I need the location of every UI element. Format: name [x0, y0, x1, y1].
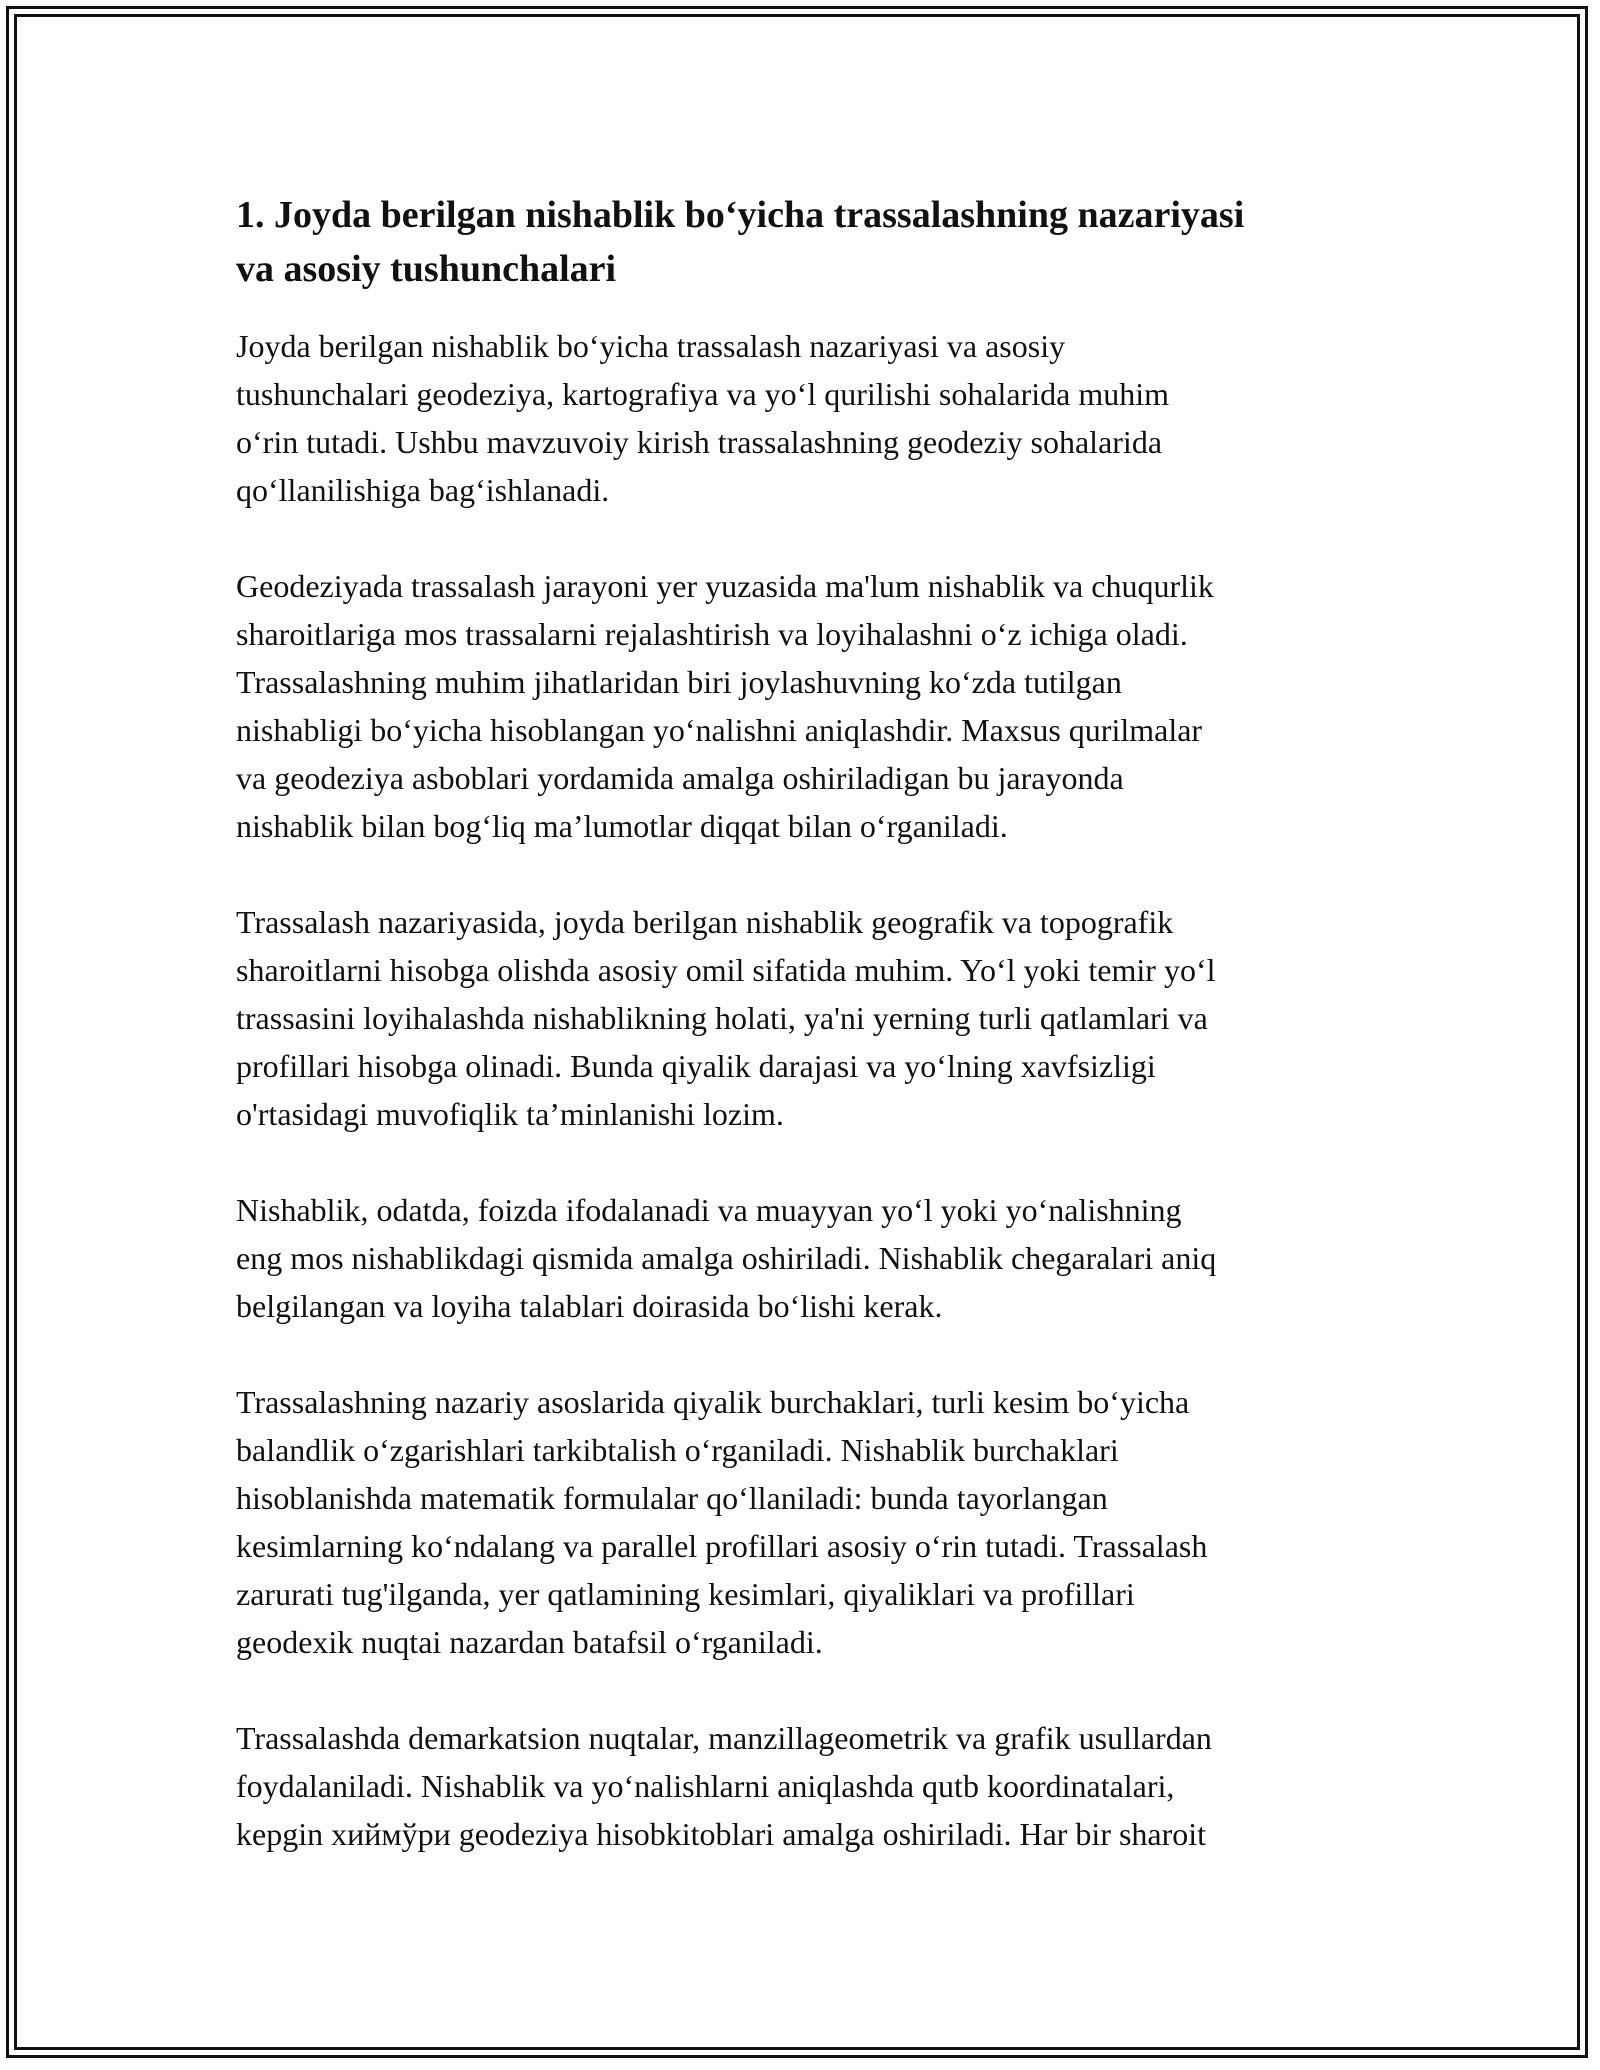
- text-line: kesimlarning koʻndalang va parallel profillari asosiy oʻrin tutadi. Trassalash: [236, 1528, 1208, 1564]
- paragraph-intro: [236, 322, 1376, 514]
- text-line: tushunchalari geodeziya, kartografiya va yoʻl qurilishi sohalarida muhim: [236, 376, 1170, 412]
- paragraph-theory: [236, 898, 1376, 1138]
- text-line: oʻrin tutadi. Ushbu mavzuvoiy kirish trassalashning geodeziy sohalarida: [236, 424, 1163, 460]
- heading-line: va asosiy tushunchalari: [236, 248, 617, 290]
- text-line: balandlik oʻzgarishlari tarkibtalish oʻrganiladi. Nishablik burchaklari: [236, 1432, 1119, 1468]
- paragraph-methods: [236, 1714, 1376, 1858]
- text-line: geodexik nuqtai nazardan batafsil oʻrganiladi.: [236, 1624, 823, 1660]
- text-line: Trassalashning nazariy asoslarida qiyalik burchaklari, turli kesim boʻyicha: [236, 1384, 1190, 1420]
- text-line: Joyda berilgan nishablik boʻyicha trassalash nazariyasi va asosiy: [236, 328, 1066, 364]
- text-line: eng mos nishablikdagi qismida amalga oshiriladi. Nishablik chegaralari aniq: [236, 1240, 1217, 1276]
- text-line: sharoitlariga mos trassalarni rejalashtirish va loyihalashni oʻz ichiga oladi.: [236, 616, 1188, 652]
- paragraph-geodesy-process: [236, 562, 1376, 850]
- text-line: zarurati tug'ilganda, yer qatlamining kesimlari, qiyaliklari va profillari: [236, 1576, 1135, 1612]
- text-line: profillari hisobga olinadi. Bunda qiyalik darajasi va yoʻlning xavfsizligi: [236, 1048, 1156, 1084]
- paragraph-percent-slope: [236, 1186, 1376, 1330]
- text-line: qoʻllanilishiga bagʻishlanadi.: [236, 472, 610, 508]
- text-line: nishablik bilan bogʻliq ma’lumotlar diqqat bilan oʻrganiladi.: [236, 808, 1008, 844]
- text-line: hisoblanishda matematik formulalar qoʻllaniladi: bunda tayorlangan: [236, 1480, 1108, 1516]
- text-line: kepgin хиймўри geodeziya hisobkitoblari amalga oshiriladi. Har bir sharoit: [236, 1816, 1207, 1852]
- text-line: Trassalash nazariyasida, joyda berilgan nishablik geografik va topografik: [236, 904, 1174, 940]
- text-line: Geodeziyada trassalash jarayoni yer yuzasida ma'lum nishablik va chuqurlik: [236, 568, 1214, 604]
- heading-line: 1. Joyda berilgan nishablik boʻyicha trassalashning nazariyasi: [236, 194, 1245, 236]
- text-line: belgilangan va loyiha talablari doirasida boʻlishi kerak.: [236, 1288, 943, 1324]
- text-line: sharoitlarni hisobga olishda asosiy omil sifatida muhim. Yoʻl yoki temir yoʻl: [236, 952, 1216, 988]
- text-line: Trassalashda demarkatsion nuqtalar, manzillageometrik va grafik usullardan: [236, 1720, 1212, 1756]
- text-line: nishabligi boʻyicha hisoblangan yoʻnalishni aniqlashdir. Maxsus qurilmalar: [236, 712, 1203, 748]
- section-heading: [236, 188, 1376, 296]
- document-body: [236, 188, 1376, 1858]
- text-line: foydalaniladi. Nishablik va yoʻnalishlarni aniqlashda qutb koordinatalari,: [236, 1768, 1175, 1804]
- text-line: trassasini loyihalashda nishablikning holati, ya'ni yerning turli qatlamlari va: [236, 1000, 1208, 1036]
- text-line: Nishablik, odatda, foizda ifodalanadi va muayyan yoʻl yoki yoʻnalishning: [236, 1192, 1182, 1228]
- text-line: va geodeziya asboblari yordamida amalga oshiriladigan bu jarayonda: [236, 760, 1124, 796]
- paragraph-foundations: [236, 1378, 1376, 1666]
- text-line: o'rtasidagi muvofiqlik ta’minlanishi lozim.: [236, 1096, 784, 1132]
- text-line: Trassalashning muhim jihatlaridan biri joylashuvning koʻzda tutilgan: [236, 664, 1122, 700]
